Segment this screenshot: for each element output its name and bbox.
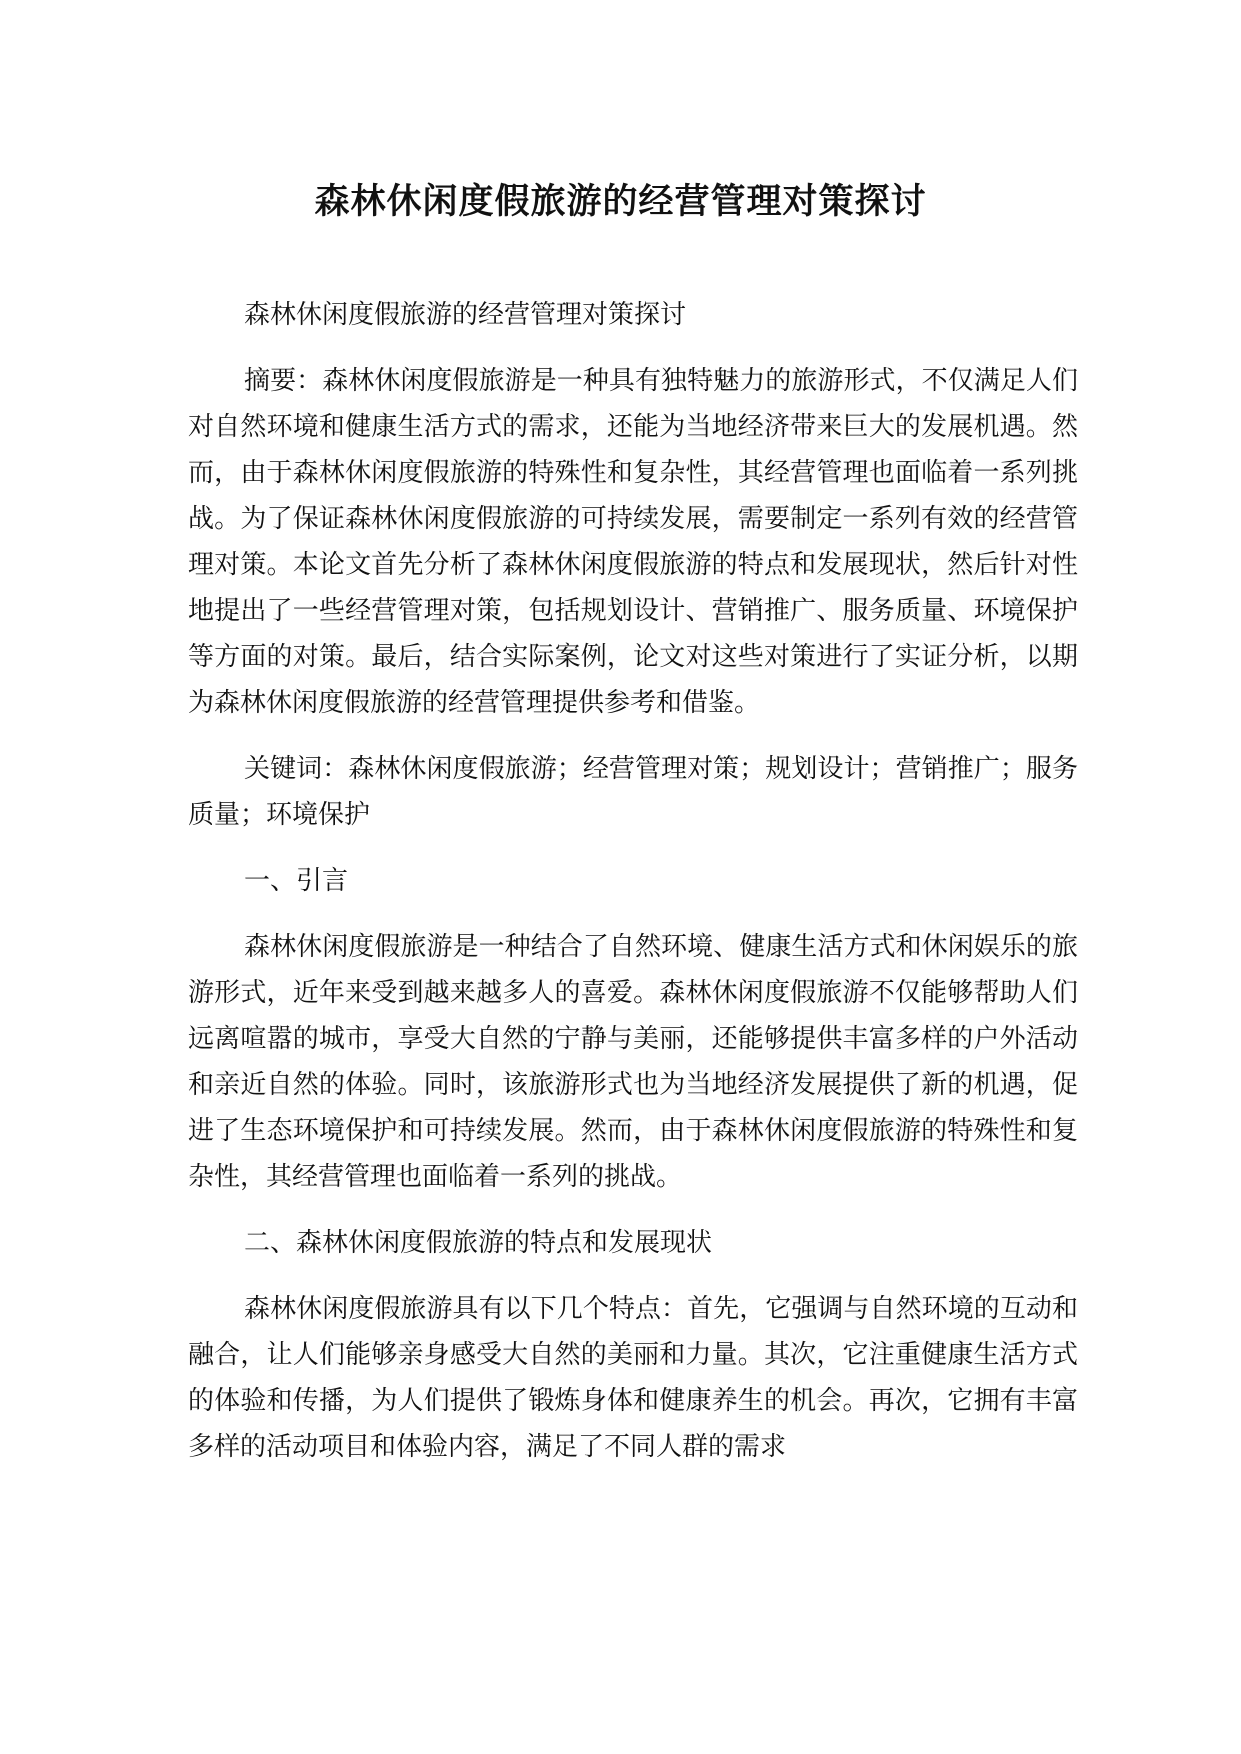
subtitle-paragraph: 森林休闲度假旅游的经营管理对策探讨 xyxy=(244,300,687,330)
keywords-paragraph: 关键词：森林休闲度假旅游；经营管理对策；规划设计；营销推广；服务质量；环境保护 xyxy=(188,754,1078,830)
introduction-paragraph: 森林休闲度假旅游是一种结合了自然环境、健康生活方式和休闲娱乐的旅游形式，近年来受到越来越多人的喜爱。森林休闲度假旅游不仅能够帮助人们远离喧嚣的城市，享受大自然的宁静与美丽，还能够提供丰富多样的户外活动和亲近自然的体验。同时，该旅游形式也为当地经济发展提供了新的机遇，促进了生态环境保护和可持续发展。然而，由于森林休闲度假旅游的特殊性和复杂性，其经营管理也面临着一系列的挑战。 xyxy=(188,932,1078,1192)
document-body xyxy=(188,292,1078,1490)
document-title: 森林休闲度假旅游的经营管理对策探讨 xyxy=(314,182,927,222)
features-paragraph: 森林休闲度假旅游具有以下几个特点：首先，它强调与自然环境的互动和融合，让人们能够亲身感受大自然的美丽和力量。其次，它注重健康生活方式的体验和传播，为人们提供了锻炼身体和健康养生的机会。再次，它拥有丰富多样的活动项目和体验内容，满足了不同人群的需求 xyxy=(188,1294,1078,1462)
section-heading-features: 二、森林休闲度假旅游的特点和发展现状 xyxy=(244,1228,713,1258)
section-heading-introduction: 一、引言 xyxy=(244,866,349,896)
abstract-paragraph: 摘要：森林休闲度假旅游是一种具有独特魅力的旅游形式，不仅满足人们对自然环境和健康生活方式的需求，还能为当地经济带来巨大的发展机遇。然而，由于森林休闲度假旅游的特殊性和复杂性，其经营管理也面临着一系列挑战。为了保证森林休闲度假旅游的可持续发展，需要制定一系列有效的经营管理对策。本论文首先分析了森林休闲度假旅游的特点和发展现状，然后针对性地提出了一些经营管理对策，包括规划设计、营销推广、服务质量、环境保护等方面的对策。最后，结合实际案例，论文对这些对策进行了实证分析，以期为森林休闲度假旅游的经营管理提供参考和借鉴。 xyxy=(188,366,1078,718)
